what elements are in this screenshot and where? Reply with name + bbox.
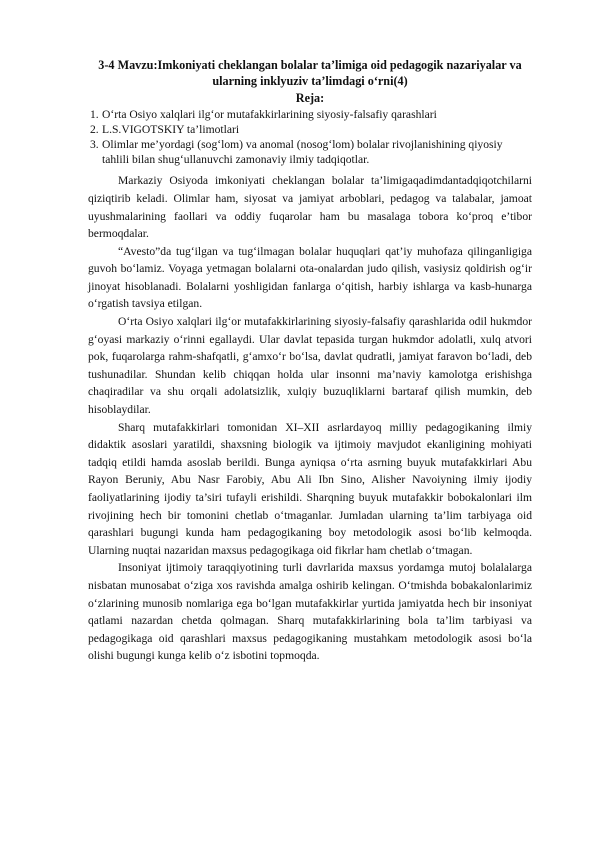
plan-item (90, 122, 532, 137)
plan-item-number: 2. (90, 122, 99, 136)
plan-item (90, 107, 532, 122)
plan-item (90, 137, 532, 167)
body-paragraph: O‘rta Osiyo xalqlari ilg‘or mutafakkirlarining siyosiy-falsafiy qarashlarida odil hukmdor g‘oyasi markaziy o‘rinni egallaydi. Ular davlat tepasida turgan hukmdor adolatli, xulq atvori pok, fuqarolarga rahm-shafqatli, g‘amxo‘r bo‘lsa, davlat qudratli, jamiyat faravon bo‘ladi, deb tushunadilar. Shundan kelib chiqqan holda ular insonni ma’naviy kamolotga erishishga chaqiradilar va shu orqali adolatsizlik, xulqiy buzuqliklarni bartaraf qilish mumkin, deb hisoblaydilar. (88, 315, 532, 417)
plan-item-text: O‘rta Osiyo xalqlari ilg‘or mutafakkirlarining siyosiy-falsafiy qarashlari (102, 107, 437, 121)
body-paragraph: Sharq mutafakkirlari tomonidan XI–XII asrlardayoq milliy pedagogikaning ilmiy didaktik asoslari yaratildi, shaxsning biologik va ijtimoiy mavjudot ekanligining mohiyati tadqiq etildi hamda asoslab berildi. Bunga ayniqsa o‘rta asrning buyuk mutafakkirlari Abu Rayon Beruniy, Abu Nasr Farobiy, Abu Ali Ibn Sino, Alisher Navoiyning ilmiy ijodiy faoliyatlarining ijodiy ta’siri tufayli erishildi. Sharqning buyuk mutafakkir bobokalonlari ilm rivojining hech bir tomonini chetlab o‘tmaganlar. Jumladan ularning ta’lim tarbiyaga oid qarashlari bugungi kunda ham pedagogikaning boy metodologik asosi bo‘lib kelmoqda. Ularning nuqtai nazaridan maxsus pedagogikaga oid fikrlar ham chetlab o‘tmagan. (88, 420, 532, 557)
document-title: 3-4 Mavzu:Imkoniyati cheklangan bolalar ta’limiga oid pedagogik nazariyalar va ularning inklyuziv ta’limdagi o‘rni(4) (98, 58, 522, 88)
body-paragraph: Insoniyat ijtimoiy taraqqiyotining turli davrlarida maxsus yordamga mutoj bolalalarga nisbatan munosabat o‘ziga xos ravishda amalga oshirib kelingan. O‘tmishda bobakalonlarimiz o‘zlarining munosib nomlariga ega bo‘lgan mutafakkirlar yurtida jamiyatda hech bir insoniyat qatlami nazardan chetda qolmagan. Sharq mutafakkirlarining bola ta’lim tarbiyasi va pedagogikaga oid qarashlari maxsus pedagogikaning mustahkam metodologik asosi bo‘la olishi bugungi kunga kelib o‘z isbotini topmoqda. (88, 561, 532, 663)
plan-item-number: 1. (90, 107, 99, 121)
plan-item-number: 3. (90, 137, 99, 151)
document-page (88, 58, 532, 665)
body-paragraph: “Avesto”da tug‘ilgan va tug‘ilmagan bolalar huquqlari qat’iy muhofaza qilinganligiga guvoh bo‘lamiz. Voyaga yetmagan bolalarni ota-onalardan judo qilish, vasiysiz qoldirish og‘ir jinoyat hisoblanadi. Bolalarni yoshligidan fanlarga o‘qitish, harbiy ishlarga va kasb-hunarga o‘rgatish tavsiya etilgan. (88, 244, 532, 311)
plan-list (88, 107, 532, 168)
plan-item-text: L.S.VIGOTSKIY ta’limotlari (102, 122, 240, 136)
body-paragraph: Markaziy Osiyoda imkoniyati cheklangan bolalar ta’limigaqadimdantadqiqotchilarni qiziqtirib keladi. Olimlar ham, siyosat va jamiyat arboblari, pedagog va talabalar, jamoat uyushmalarining faollari va oddiy fuqarolar ham bu masalaga tobora ko‘proq e’tibor bermoqdalar. (88, 174, 532, 241)
plan-heading: Reja: (295, 91, 325, 105)
plan-item-text: Olimlar me’yordagi (sog‘lom) va anomal (nosog‘lom) bolalar rivojlanishining qiyosiy tahlili bilan shug‘ullanuvchi zamonaviy ilmiy tadqiqotlar. (102, 137, 503, 167)
